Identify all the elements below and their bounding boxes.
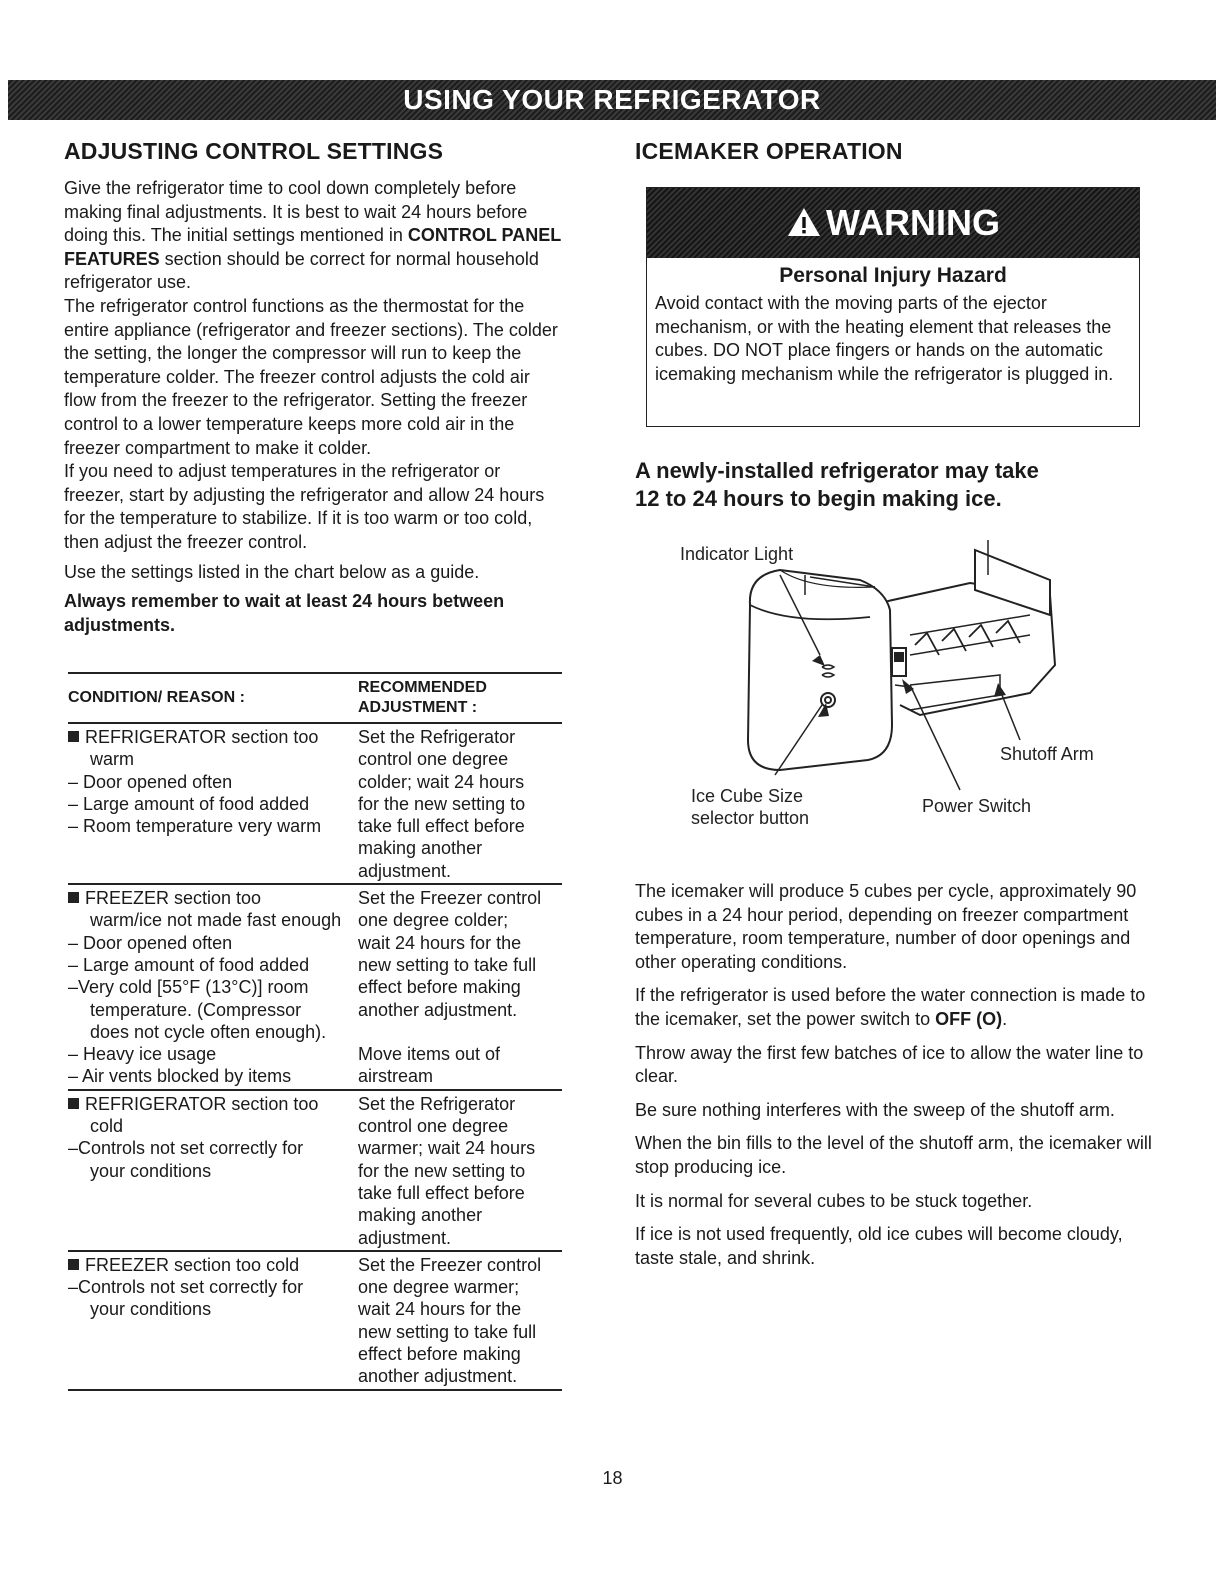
condition-cell (68, 1093, 358, 1249)
label-ice-cube-size-line2: selector button (691, 808, 810, 828)
guide-paragraph: Use the settings listed in the chart below as a guide. (64, 561, 480, 582)
adjustment-line: control one degree (358, 749, 509, 770)
page-number: 18 (602, 1468, 623, 1488)
condition-reason: –Controls not set correctly for (68, 1138, 304, 1159)
condition-title (68, 887, 358, 909)
icemaker-p7: If ice is not used frequently, old ice cubes will become cloudy, taste stale, and shrink. (635, 1224, 1123, 1268)
adjustment-line: making another (358, 838, 483, 859)
condition-title (68, 1254, 358, 1276)
wait-note: Always remember to wait at least 24 hours between adjustments. (64, 591, 505, 635)
bullet-square-icon (68, 1098, 79, 1109)
label-indicator-light: Indicator Light (680, 544, 794, 564)
table-header (68, 674, 562, 724)
condition-cell (68, 1254, 358, 1388)
icemaker-p2-b: . (1002, 1008, 1008, 1029)
newly-installed-line1: A newly-installed refrigerator may take (635, 458, 1039, 483)
icemaker-p3: Throw away the first few batches of ice to allow the water line to clear. (635, 1042, 1144, 1087)
adjustment-line: colder; wait 24 hours (358, 771, 525, 792)
header-adjustment (358, 678, 487, 718)
condition-title (68, 1093, 358, 1115)
intro-text-bold: CONTROL PANEL FEATURES (64, 225, 561, 269)
icemaker-p2-a: If the refrigerator is used before the water connection is made to the icemaker, set the power switch to (635, 985, 1146, 1029)
adjustment-line: another adjustment. (358, 1366, 518, 1387)
adjustment-line: one degree colder; (358, 910, 509, 931)
adjustment-line: effect before making (358, 977, 521, 998)
warning-box (646, 187, 1140, 427)
condition-reason: – Heavy ice usage (68, 1044, 217, 1065)
icemaker-p2 (635, 984, 1155, 1031)
condition-title-text: REFRIGERATOR section too (85, 727, 319, 747)
left-column (64, 138, 564, 637)
icemaker-p4: Be sure nothing interferes with the sweep of the shutoff arm. (635, 1099, 1115, 1120)
adjustment-line: new setting to take full (358, 1321, 537, 1342)
adjustment-line: airstream (358, 1066, 434, 1087)
condition-title-text: FREEZER section too (85, 888, 262, 909)
header-adjustment-line1: RECOMMENDED (358, 679, 487, 696)
adjustment-line: warmer; wait 24 hours (358, 1138, 536, 1159)
warning-label: WARNING (826, 202, 1000, 243)
right-column (635, 138, 1155, 165)
condition-reason: temperature. (Compressor (90, 999, 302, 1020)
label-power-switch: Power Switch (922, 796, 1032, 816)
adjustment-line: Move items out of (358, 1044, 501, 1065)
adjustment-line: Set the Refrigerator (358, 1093, 516, 1114)
warning-triangle-icon (786, 206, 822, 238)
icemaker-p2-bold: OFF (O) (935, 1008, 1003, 1029)
adjust-paragraph: If you need to adjust temperatures in the refrigerator or freezer, start by adjusting the refrigerator and allow 24 hours for the temperature to stabilize. If it is too warm or too cold, then adjust the freezer control. (64, 461, 545, 552)
condition-reason: – Large amount of food added (68, 954, 310, 975)
adjustment-line: Set the Freezer control (358, 1254, 542, 1275)
intro-text-a: Give the refrigerator time to cool down completely before making final adjustments. It is best to wait 24 hours before doing this. The initial settings mentioned in (64, 178, 528, 246)
condition-reason: –Controls not set correctly for (68, 1277, 304, 1298)
adjustment-line: take full effect before (358, 816, 525, 837)
newly-installed-note (635, 457, 1155, 513)
icemaker-p6: It is normal for several cubes to be stuck together. (635, 1190, 1033, 1211)
adjustment-line: new setting to take full (358, 954, 537, 975)
condition-title-cont: warm (90, 749, 134, 770)
adjustment-line: adjustment. (358, 860, 452, 881)
condition-cell (68, 726, 358, 882)
header-adjustment-line2: ADJUSTMENT : (358, 699, 478, 716)
newly-installed-line2: 12 to 24 hours to begin making ice. (635, 486, 1002, 511)
bullet-square-icon (68, 731, 79, 742)
condition-reason: – Door opened often (68, 932, 233, 953)
adjustment-line: another adjustment. (358, 999, 518, 1020)
condition-title-text: REFRIGERATOR section too (85, 1093, 319, 1114)
bullet-square-icon (68, 1259, 79, 1270)
icemaker-p1: The icemaker will produce 5 cubes per cycle, approximately 90 cubes in a 24 hour period, depending on freezer compartment temperature, room temperature, number of door openings and other operating conditions. (635, 881, 1137, 972)
adjustment-cell (358, 887, 562, 1088)
adjustment-cell (358, 1093, 562, 1249)
intro-paragraph (64, 177, 564, 295)
label-shutoff-arm: Shutoff Arm (1000, 744, 1094, 764)
condition-title-text: FREEZER section too cold (85, 1254, 300, 1275)
table-row (68, 1091, 562, 1252)
adjustment-line: wait 24 hours for the (358, 932, 522, 953)
adjustment-line: Set the Freezer control (358, 888, 542, 909)
table-row (68, 1252, 562, 1391)
adjustment-line: take full effect before (358, 1182, 525, 1203)
adjustment-cell (358, 726, 562, 882)
icemaker-heading: ICEMAKER OPERATION (635, 138, 903, 164)
condition-title (68, 726, 358, 748)
adjustment-line: one degree warmer; (358, 1277, 520, 1298)
adjustment-line: for the new setting to (358, 1160, 526, 1181)
icemaker-text (635, 880, 1155, 1270)
adjustment-line: making another (358, 1205, 483, 1226)
adjustment-cell (358, 1254, 562, 1388)
table-row (68, 724, 562, 885)
warning-title: Personal Injury Hazard (779, 264, 1007, 287)
condition-title-cont: cold (90, 1116, 124, 1137)
icemaker-p5: When the bin fills to the level of the shutoff arm, the icemaker will stop producing ice. (635, 1133, 1152, 1177)
warning-header (647, 188, 1139, 258)
condition-reason: – Large amount of food added (68, 793, 310, 814)
intro-text-b: section should be correct for normal household refrigerator use. (64, 248, 539, 293)
table-row (68, 885, 562, 1091)
adjustment-line: adjustment. (358, 1227, 452, 1248)
adjusting-heading: ADJUSTING CONTROL SETTINGS (64, 138, 444, 164)
adjustment-line: control one degree (358, 1116, 509, 1137)
spacer (358, 1021, 562, 1043)
thermostat-paragraph: The refrigerator control functions as the thermostat for the entire appliance (refrigerator and freezer sections). The colder the setting, the longer the compressor will run to keep the temperature colder. The freezer control adjusts the cold air flow from the freezer to the refrigerator. Setting the freezer control to a lower temperature keeps more cold air in the freezer compartment to make it colder. (64, 295, 558, 458)
condition-reason: does not cycle often enough). (90, 1021, 327, 1042)
section-banner: USING YOUR REFRIGERATOR (8, 80, 1216, 120)
adjustment-line: effect before making (358, 1344, 521, 1365)
label-ice-cube-size (691, 785, 809, 829)
icemaker-diagram (670, 535, 1150, 840)
condition-cell (68, 887, 358, 1088)
condition-reason: your conditions (90, 1299, 212, 1320)
condition-reason: –Very cold [55°F (13°C)] room (68, 977, 309, 998)
label-ice-cube-size-line1: Ice Cube Size (691, 786, 804, 806)
condition-reason: – Room temperature very warm (68, 816, 322, 837)
condition-reason: – Door opened often (68, 771, 233, 792)
bullet-square-icon (68, 892, 79, 903)
adjustment-line: Set the Refrigerator (358, 727, 516, 747)
adjustment-line: wait 24 hours for the (358, 1299, 522, 1320)
condition-reason: your conditions (90, 1160, 212, 1181)
adjustment-line: for the new setting to (358, 793, 526, 814)
condition-title-cont: warm/ice not made fast enough (90, 910, 342, 931)
header-condition: CONDITION/ REASON : (68, 689, 245, 706)
warning-text: Avoid contact with the moving parts of the ejector mechanism, or with the heating element that releases the cubes. DO NOT place fingers or hands on the automatic icemaking mechanism while the refrigerator is plugged in. (655, 293, 1114, 384)
adjustment-table (68, 672, 562, 1391)
condition-reason: – Air vents blocked by items (68, 1066, 292, 1087)
